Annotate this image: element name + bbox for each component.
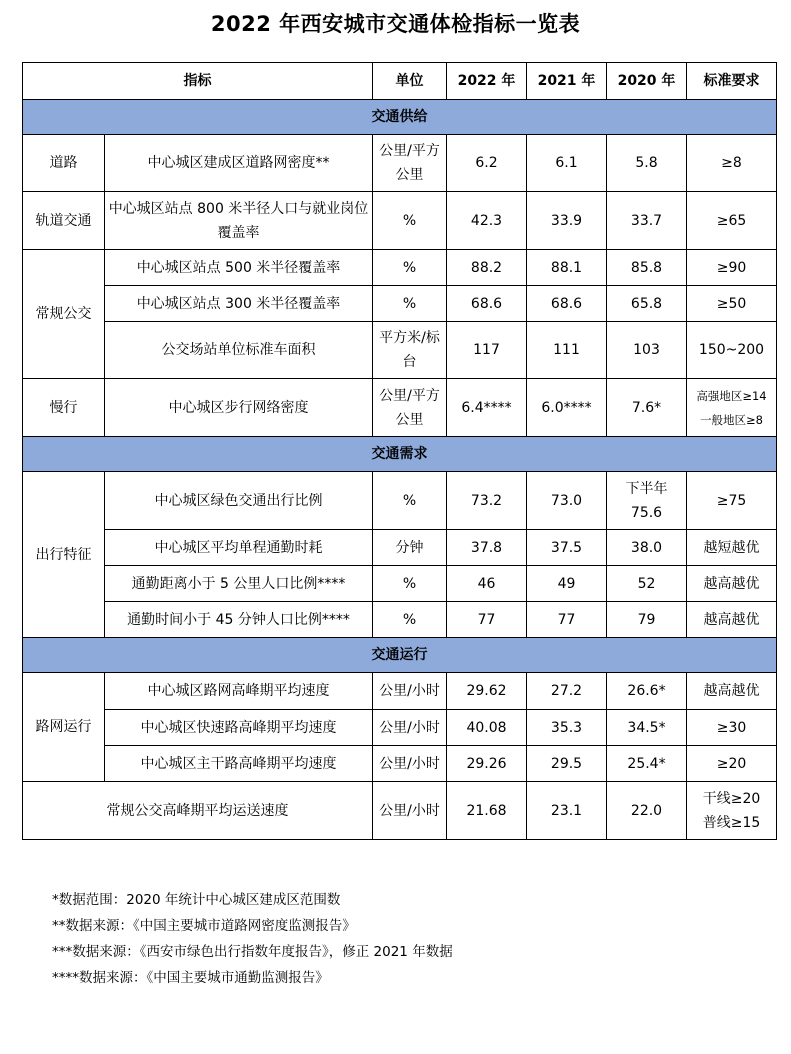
value-2021-cell: 6.0**** — [527, 379, 607, 437]
table-row — [23, 250, 777, 286]
value-2022-cell: 29.62 — [447, 673, 527, 710]
unit-cell: % — [373, 192, 447, 250]
indicator-name-cell: 中心城区平均单程通勤时耗 — [105, 530, 373, 566]
standard-cell: ≥75 — [687, 472, 777, 530]
table-row — [23, 322, 777, 379]
section-title-supply: 交通供给 — [23, 100, 777, 135]
indicator-name-cell: 通勤时间小于 45 分钟人口比例**** — [105, 602, 373, 638]
standard-cell: ≥90 — [687, 250, 777, 286]
value-2022-cell: 73.2 — [447, 472, 527, 530]
table-row — [23, 782, 777, 840]
value-2022-cell: 21.68 — [447, 782, 527, 840]
indicator-name-cell: 中心城区建成区道路网密度** — [105, 135, 373, 192]
indicator-name-cell: 中心城区站点 300 米半径覆盖率 — [105, 286, 373, 322]
value-2022-cell: 77 — [447, 602, 527, 638]
value-2021-cell: 27.2 — [527, 673, 607, 710]
header-2022: 2022 年 — [447, 63, 527, 100]
unit-cell: 公里/平方公里 — [373, 379, 447, 437]
standard-cell — [687, 379, 777, 437]
value-2020-cell: 103 — [607, 322, 687, 379]
value-2021-cell: 73.0 — [527, 472, 607, 530]
value-2020-cell: 7.6* — [607, 379, 687, 437]
value-2022-cell: 6.4**** — [447, 379, 527, 437]
value-2021-cell: 6.1 — [527, 135, 607, 192]
value-2022-cell: 117 — [447, 322, 527, 379]
standard-cell: 越高越优 — [687, 566, 777, 602]
unit-cell: % — [373, 602, 447, 638]
standard-cell: ≥8 — [687, 135, 777, 192]
value-2021-cell: 37.5 — [527, 530, 607, 566]
value-2022-cell: 37.8 — [447, 530, 527, 566]
header-standard: 标准要求 — [687, 63, 777, 100]
indicator-name-cell: 中心城区站点 500 米半径覆盖率 — [105, 250, 373, 286]
category-cell: 出行特征 — [23, 472, 105, 638]
category-cell: 路网运行 — [23, 673, 105, 782]
footnote: ***数据来源：《西安市绿色出行指数年度报告》，修正 2021 年数据 — [52, 944, 453, 960]
indicator-name-cell: 通勤距离小于 5 公里人口比例**** — [105, 566, 373, 602]
header-2021: 2021 年 — [527, 63, 607, 100]
unit-cell: 公里/小时 — [373, 710, 447, 746]
value-2021-cell: 23.1 — [527, 782, 607, 840]
value-2020-cell: 79 — [607, 602, 687, 638]
indicator-name-cell: 中心城区路网高峰期平均速度 — [105, 673, 373, 710]
value-2020-cell: 22.0 — [607, 782, 687, 840]
value-2021-cell: 77 — [527, 602, 607, 638]
header-unit: 单位 — [373, 63, 447, 100]
table-row — [23, 530, 777, 566]
value-2022-cell: 46 — [447, 566, 527, 602]
section-row-supply — [23, 100, 777, 135]
value-2020-cell: 65.8 — [607, 286, 687, 322]
standard-line: 高强地区≥14 — [696, 388, 767, 403]
unit-cell: 公里/平方公里 — [373, 135, 447, 192]
value-2020-line: 下半年 — [625, 480, 668, 497]
unit-cell: 公里/小时 — [373, 673, 447, 710]
standard-line: 干线≥20 — [702, 790, 761, 807]
value-2022-cell: 6.2 — [447, 135, 527, 192]
table-row — [23, 602, 777, 638]
table-row — [23, 379, 777, 437]
value-2021-cell: 111 — [527, 322, 607, 379]
category-cell: 轨道交通 — [23, 192, 105, 250]
table-row — [23, 710, 777, 746]
value-2021-cell: 68.6 — [527, 286, 607, 322]
footnote: ****数据来源：《中国主要城市通勤监测报告》 — [52, 970, 329, 986]
value-2021-cell: 88.1 — [527, 250, 607, 286]
indicator-name-cell: 中心城区主干路高峰期平均速度 — [105, 746, 373, 782]
value-2020-cell: 25.4* — [607, 746, 687, 782]
standard-line: 普线≥15 — [702, 814, 761, 831]
standard-cell: ≥65 — [687, 192, 777, 250]
unit-cell: 分钟 — [373, 530, 447, 566]
value-2020-cell: 34.5* — [607, 710, 687, 746]
unit-cell: % — [373, 566, 447, 602]
value-2020-cell — [607, 472, 687, 530]
value-2020-cell: 33.7 — [607, 192, 687, 250]
table-row — [23, 673, 777, 710]
unit-cell: % — [373, 286, 447, 322]
indicator-table — [22, 62, 777, 840]
indicator-name-cell: 中心城区站点 800 米半径人口与就业岗位覆盖率 — [105, 192, 373, 250]
category-cell: 道路 — [23, 135, 105, 192]
table-row — [23, 135, 777, 192]
category-cell: 常规公交 — [23, 250, 105, 379]
footnotes — [52, 887, 453, 991]
value-2022-cell: 88.2 — [447, 250, 527, 286]
standard-cell: ≥50 — [687, 286, 777, 322]
indicator-name-cell: 中心城区步行网络密度 — [105, 379, 373, 437]
value-2020-cell: 5.8 — [607, 135, 687, 192]
value-2021-cell: 33.9 — [527, 192, 607, 250]
unit-cell: % — [373, 472, 447, 530]
standard-cell: ≥30 — [687, 710, 777, 746]
indicator-name-cell: 常规公交高峰期平均运送速度 — [23, 782, 373, 840]
indicator-name-cell: 中心城区快速路高峰期平均速度 — [105, 710, 373, 746]
table-row — [23, 566, 777, 602]
value-2022-cell: 42.3 — [447, 192, 527, 250]
value-2021-cell: 29.5 — [527, 746, 607, 782]
unit-cell: % — [373, 250, 447, 286]
standard-line: 一般地区≥8 — [700, 412, 763, 427]
section-title-demand: 交通需求 — [23, 437, 777, 472]
standard-cell: ≥20 — [687, 746, 777, 782]
footnote: **数据来源：《中国主要城市道路网密度监测报告》 — [52, 918, 356, 934]
section-row-operation — [23, 638, 777, 673]
indicator-name-cell: 公交场站单位标准车面积 — [105, 322, 373, 379]
page-title: 2022 年西安城市交通体检指标一览表 — [210, 12, 581, 36]
unit-cell: 公里/小时 — [373, 782, 447, 840]
table-row — [23, 746, 777, 782]
value-2020-cell: 38.0 — [607, 530, 687, 566]
section-title-operation: 交通运行 — [23, 638, 777, 673]
value-2021-cell: 35.3 — [527, 710, 607, 746]
unit-cell: 平方米/标台 — [373, 322, 447, 379]
standard-cell: 越高越优 — [687, 673, 777, 710]
standard-cell: 150~200 — [687, 322, 777, 379]
value-2021-cell: 49 — [527, 566, 607, 602]
value-2020-cell: 26.6* — [607, 673, 687, 710]
value-2020-line: 75.6 — [630, 504, 663, 521]
value-2020-cell: 52 — [607, 566, 687, 602]
table-header-row — [23, 63, 777, 100]
table-row — [23, 472, 777, 530]
value-2020-cell: 85.8 — [607, 250, 687, 286]
value-2022-cell: 68.6 — [447, 286, 527, 322]
section-row-demand — [23, 437, 777, 472]
category-cell: 慢行 — [23, 379, 105, 437]
footnote: *数据范围：2020 年统计中心城区建成区范围数 — [52, 892, 341, 908]
standard-cell: 越高越优 — [687, 602, 777, 638]
value-2022-cell: 40.08 — [447, 710, 527, 746]
header-2020: 2020 年 — [607, 63, 687, 100]
unit-cell: 公里/小时 — [373, 746, 447, 782]
header-indicator: 指标 — [23, 63, 373, 100]
standard-cell — [687, 782, 777, 840]
indicator-name-cell: 中心城区绿色交通出行比例 — [105, 472, 373, 530]
table-row — [23, 192, 777, 250]
value-2022-cell: 29.26 — [447, 746, 527, 782]
table-row — [23, 286, 777, 322]
standard-cell: 越短越优 — [687, 530, 777, 566]
